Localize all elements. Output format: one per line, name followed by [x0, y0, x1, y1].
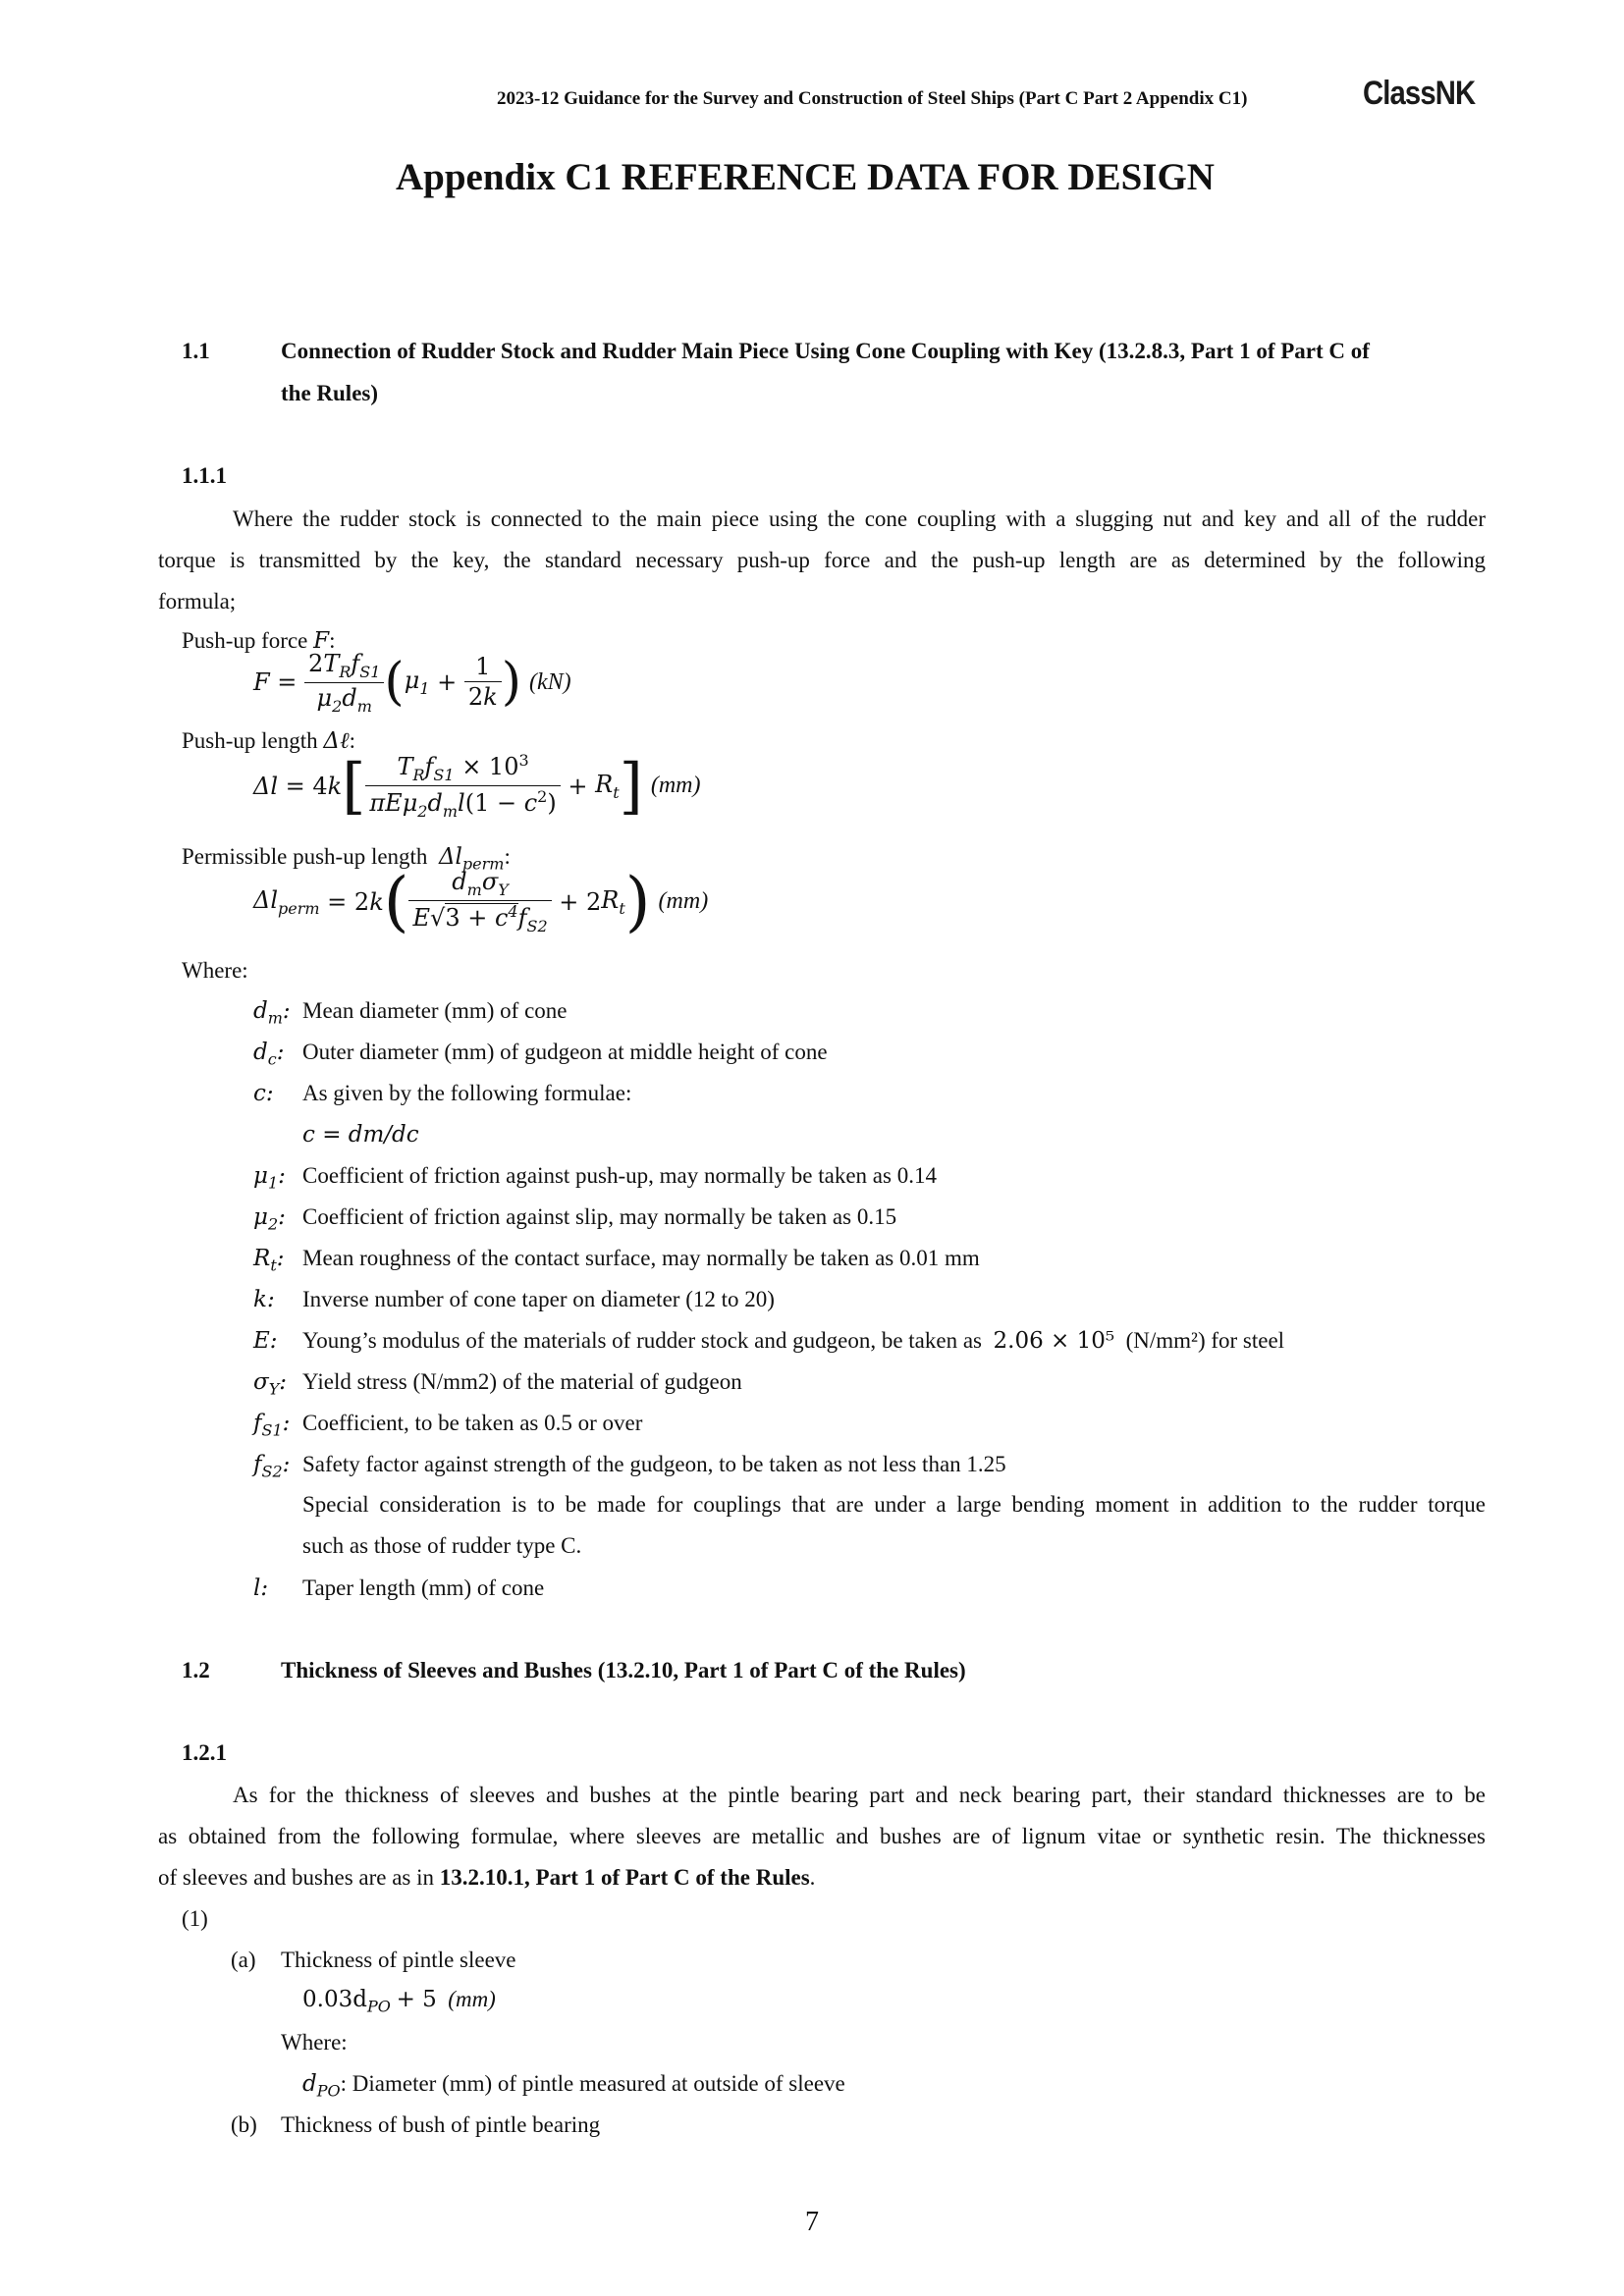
def-symbol: k:	[253, 1287, 275, 1312]
item-b-label: (b)	[231, 2112, 257, 2137]
def-text: As given by the following formulae:	[302, 1081, 632, 1105]
def-symbol: $d_c$:	[253, 1040, 285, 1069]
def-symbol: $d_m$:	[253, 998, 291, 1028]
def-symbol: $f_{S2}$:	[253, 1452, 291, 1481]
def-symbol: c:	[253, 1081, 274, 1106]
def-text: Taper length (mm) of cone	[302, 1575, 545, 1600]
section-number-1-1: 1.1	[182, 339, 210, 363]
young-value: 2.06 × 10⁵	[993, 1328, 1115, 1354]
page-title: Appendix C1 REFERENCE DATA FOR DESIGN	[396, 156, 1215, 198]
item-b-text: Thickness of bush of pintle bearing	[281, 2112, 601, 2137]
young-unit: (N/mm²) for steel	[1125, 1328, 1285, 1353]
permissible-length-formula: $\Delta l_{perm}$ = 2 k ( $\frac{d_m\sigma_Y}{E√3 + c^4f_{S2}}$ + 2 $R_t$ ) (mm)	[253, 864, 709, 939]
def-symbol: $\mu_1$:	[253, 1163, 286, 1193]
def-text: Yield stress (N/mm2) of the material of gudgeon	[302, 1369, 742, 1394]
paragraph-line: formula;	[158, 589, 237, 614]
where-label: Where:	[182, 958, 248, 983]
pushup-length-formula: Δl = 4 k [ $\frac{T_Rf_{S1} \times 10^3}{\pi E\mu_2d_ml(1 - c^2)}$ + $R_t$ ] (mm)	[253, 750, 701, 822]
section-number-1-2-1: 1.2.1	[182, 1740, 227, 1765]
paragraph-line: as obtained from the following formulae, where sleeves are metallic and bushes are of lignum vitae or synthetic resin. The thicknesses	[158, 1824, 1486, 1848]
page-number: 7	[805, 2207, 819, 2237]
section-heading-1-1-cont: the Rules)	[281, 381, 379, 405]
def-text: Safety factor against strength of the gudgeon, to be taken as not less than 1.25	[302, 1452, 1006, 1476]
paragraph-line: Where the rudder stock is connected to the main piece using the cone coupling with a slugging nut and key and all of the rudder	[233, 507, 1486, 531]
def-symbol: l:	[253, 1575, 269, 1601]
def-text: Coefficient of friction against push-up, may normally be taken as 0.14	[302, 1163, 937, 1188]
def-symbol: $f_{S1}$:	[253, 1411, 291, 1440]
def-symbol: E:	[253, 1328, 278, 1354]
def-text: Outer diameter (mm) of gudgeon at middle height of cone	[302, 1040, 828, 1064]
def-text: Young’s modulus of the materials of rudder stock and gudgeon, be taken as 2.06 × 10⁵ (N/mm²) for steel	[302, 1328, 1285, 1354]
def-text: Inverse number of cone taper on diameter (12 to 20)	[302, 1287, 775, 1311]
section-number-1-1-1: 1.1.1	[182, 463, 227, 488]
item-a-label: (a)	[231, 1948, 256, 1972]
special-consideration: Special consideration is to be made for couplings that are under a large bending moment in addition to the rudder torque	[302, 1492, 1486, 1517]
pushup-force-formula: F = $\frac{2T_Rf_{S1}}{\mu_2d_m}$ ( $\mu_1$ + $\frac{1}{2k}$ ) (kN)	[253, 650, 571, 716]
section-heading-1-1: Connection of Rudder Stock and Rudder Main Piece Using Cone Coupling with Key (13.2.8.3, Part 1 of Part C of	[281, 339, 1370, 363]
paragraph-line: As for the thickness of sleeves and bushes at the pintle bearing part and neck bearing part, their standard thicknesses are to be	[233, 1783, 1486, 1807]
def-text: Mean diameter (mm) of cone	[302, 998, 568, 1023]
item-number: (1)	[182, 1906, 208, 1931]
paragraph-line: torque is transmitted by the key, the standard necessary push-up force and the push-up length are as determined by the following	[158, 548, 1486, 572]
pintle-sleeve-formula: $0.03d_{PO} + 5$ (mm)	[302, 1987, 496, 2016]
pushup-length-label: Push-up length Δℓ:	[182, 728, 355, 754]
item-a-text: Thickness of pintle sleeve	[281, 1948, 516, 1972]
paragraph-line: of sleeves and bushes are as in 13.2.10.1, Part 1 of Part C of the Rules.	[158, 1865, 816, 1890]
def-symbol: $\sigma_Y$:	[253, 1369, 288, 1399]
def-text: Mean roughness of the contact surface, may normally be taken as 0.01 mm	[302, 1246, 980, 1270]
item-a-definition: $d_{PO}$: Diameter (mm) of pintle measured at outside of sleeve	[302, 2071, 845, 2101]
item-a-where: Where:	[281, 2030, 348, 2055]
def-text: Coefficient of friction against slip, may normally be taken as 0.15	[302, 1204, 897, 1229]
def-text: Coefficient, to be taken as 0.5 or over	[302, 1411, 643, 1435]
permissible-length-label: Permissible push-up length $\Delta l_{perm}$:	[182, 844, 511, 874]
section-number-1-2: 1.2	[182, 1658, 210, 1682]
c-formula: c = dm/dc	[302, 1122, 419, 1148]
rules-reference: 13.2.10.1, Part 1 of Part C of the Rules	[439, 1865, 810, 1890]
pushup-force-label: Push-up force F:	[182, 628, 336, 654]
def-symbol: $R_t$:	[253, 1246, 285, 1275]
running-header: 2023-12 Guidance for the Survey and Construction of Steel Ships (Part C Part 2 Appendix C1)	[497, 88, 1248, 109]
special-consideration-cont: such as those of rudder type C.	[302, 1533, 582, 1558]
section-heading-1-2: Thickness of Sleeves and Bushes (13.2.10, Part 1 of Part C of the Rules)	[281, 1658, 966, 1682]
def-symbol: $\mu_2$:	[253, 1204, 286, 1234]
classnk-logo: ClassNK	[1363, 75, 1476, 112]
